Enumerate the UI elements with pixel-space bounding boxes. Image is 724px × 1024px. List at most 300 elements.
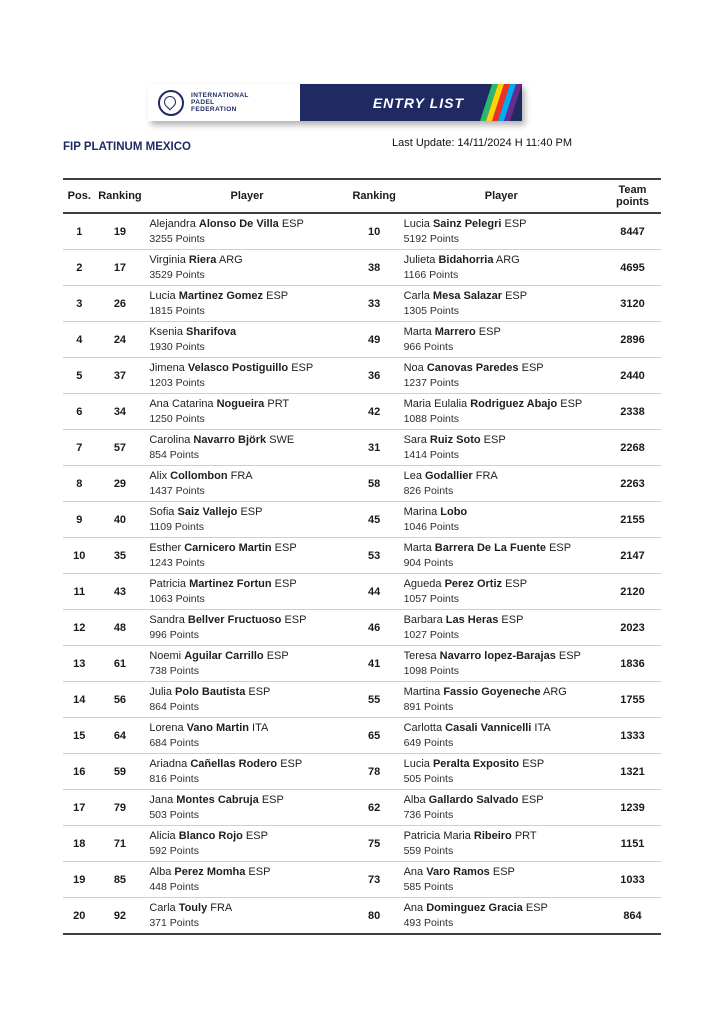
entry-row — [63, 286, 661, 322]
player-cell — [399, 754, 604, 790]
ranking-cell: 79 — [96, 790, 145, 826]
entry-row — [63, 322, 661, 358]
player-name — [149, 866, 347, 879]
ranking-cell: 73 — [350, 862, 399, 898]
player-last-name: Godallier — [425, 469, 473, 482]
player-points: 3255 Points — [149, 232, 205, 245]
ranking-cell: 44 — [350, 574, 399, 610]
player-country: ESP — [258, 793, 284, 806]
player-points: 1250 Points — [149, 412, 205, 425]
player-cell — [144, 754, 349, 790]
player-last-name: Montes Cabruja — [176, 793, 259, 806]
player-points: 996 Points — [149, 628, 199, 641]
player-country: ESP — [555, 649, 581, 662]
player-points: 559 Points — [403, 844, 454, 857]
decorative-stripes — [480, 84, 522, 121]
player-last-name: Navarro lopez-Barajas — [439, 649, 556, 662]
ranking-cell: 56 — [96, 682, 145, 718]
player-last-name: Cañellas Rodero — [190, 757, 278, 770]
ranking-cell: 71 — [96, 826, 145, 862]
player-cell — [399, 358, 604, 394]
team-points-cell: 1333 — [604, 718, 661, 754]
position-cell: 9 — [63, 502, 96, 538]
federation-name-line: FEDERATION — [191, 106, 237, 113]
player-last-name: Canovas Paredes — [426, 361, 519, 374]
player-country: ESP — [242, 829, 268, 842]
ranking-cell: 31 — [350, 430, 399, 466]
entry-row — [63, 610, 661, 646]
position-cell: 3 — [63, 286, 96, 322]
player-last-name: Vano Martin — [186, 721, 249, 734]
player-country: ARG — [540, 685, 567, 698]
player-cell — [144, 286, 349, 322]
player-first-name: Alix — [149, 469, 171, 482]
entry-row — [63, 898, 661, 935]
player-cell — [144, 394, 349, 430]
player-name — [149, 434, 347, 447]
player-cell — [399, 610, 604, 646]
position-cell: 4 — [63, 322, 96, 358]
player-cell — [399, 862, 604, 898]
player-country: ESP — [498, 613, 524, 626]
player-name — [404, 434, 602, 447]
team-points-cell: 1239 — [604, 790, 661, 826]
last-update-text: Last Update: 14/11/2024 H 11:40 PM — [392, 137, 572, 149]
player-cell — [399, 538, 604, 574]
ranking-cell: 40 — [96, 502, 145, 538]
player-first-name: Lucia — [403, 757, 433, 770]
player-first-name: Carla — [403, 289, 433, 302]
player-cell — [399, 898, 604, 935]
player-points: 1437 Points — [149, 484, 205, 497]
player-name — [149, 686, 347, 699]
player-last-name: Rodriguez Abajo — [470, 397, 558, 410]
player-country: ARG — [493, 253, 520, 266]
player-last-name: Sainz Pelegri — [432, 217, 502, 230]
player-first-name: Marta — [403, 325, 435, 338]
player-cell — [399, 502, 604, 538]
team-points-cell: 2440 — [604, 358, 661, 394]
player-country: FRA — [227, 469, 253, 482]
player-points: 592 Points — [149, 844, 199, 857]
player-points: 1930 Points — [149, 340, 205, 353]
player-name — [149, 254, 347, 267]
player-points: 1305 Points — [403, 304, 460, 317]
player-country: ESP — [522, 901, 548, 914]
team-points-cell: 1321 — [604, 754, 661, 790]
player-points: 1088 Points — [403, 412, 460, 425]
player-cell — [144, 466, 349, 502]
player-country: ESP — [281, 613, 307, 626]
player-cell — [144, 574, 349, 610]
player-name — [149, 470, 347, 483]
ranking-cell: 34 — [96, 394, 145, 430]
player-last-name: Varo Ramos — [426, 865, 490, 878]
position-cell: 11 — [63, 574, 96, 610]
header-banner — [148, 84, 522, 121]
player-name — [149, 506, 347, 519]
player-points: 505 Points — [403, 772, 454, 785]
player-points: 1098 Points — [403, 664, 460, 677]
player-points: 1166 Points — [403, 268, 459, 281]
player-country: ESP — [502, 289, 528, 302]
player-cell — [144, 610, 349, 646]
player-country: ESP — [475, 325, 501, 338]
player-first-name: Martina — [403, 685, 444, 698]
player-name — [149, 542, 347, 555]
ranking-cell: 49 — [350, 322, 399, 358]
player-last-name: Alonso De Villa — [198, 217, 279, 230]
player-last-name: Dominguez Gracia — [426, 901, 523, 914]
ranking-cell: 62 — [350, 790, 399, 826]
player-name — [404, 470, 602, 483]
player-cell — [144, 862, 349, 898]
player-points: 3529 Points — [149, 268, 205, 281]
player-points: 1243 Points — [149, 556, 205, 569]
ranking-cell: 80 — [350, 898, 399, 935]
player-last-name: Velasco Postiguillo — [187, 361, 289, 374]
player-last-name: Las Heras — [445, 613, 499, 626]
player-first-name: Lea — [403, 469, 425, 482]
position-cell: 20 — [63, 898, 96, 935]
player-last-name: Polo Bautista — [175, 685, 246, 698]
player-first-name: Alicia — [149, 829, 179, 842]
player-last-name: Marrero — [434, 325, 476, 338]
ranking-cell: 10 — [350, 213, 399, 250]
player-points: 1046 Points — [403, 520, 460, 533]
team-points-cell: 1033 — [604, 862, 661, 898]
ranking-cell: 64 — [96, 718, 145, 754]
ranking-cell: 59 — [96, 754, 145, 790]
team-points-cell: 1836 — [604, 646, 661, 682]
player-country: ESP — [518, 361, 544, 374]
player-name — [404, 758, 602, 771]
player-last-name: Martinez Fortun — [189, 577, 272, 590]
header-pos: Pos. — [63, 179, 96, 213]
player-country: ESP — [245, 685, 271, 698]
position-cell: 17 — [63, 790, 96, 826]
player-cell — [399, 646, 604, 682]
player-first-name: Carla — [149, 901, 179, 914]
entry-list-title: ENTRY LIST — [372, 94, 464, 111]
player-country: PRT — [264, 397, 290, 410]
player-points: 448 Points — [149, 880, 199, 893]
player-name — [404, 830, 602, 843]
player-last-name: Perez Ortiz — [444, 577, 503, 590]
player-first-name: Noa — [403, 361, 427, 374]
player-points: 816 Points — [149, 772, 199, 785]
player-name — [149, 722, 347, 735]
ranking-cell: 42 — [350, 394, 399, 430]
player-country: FRA — [472, 469, 498, 482]
player-cell — [399, 718, 604, 754]
header-ranking-2: Ranking — [350, 179, 399, 213]
player-points: 1815 Points — [149, 304, 205, 317]
player-cell — [144, 538, 349, 574]
ranking-cell: 36 — [350, 358, 399, 394]
player-first-name: Carolina — [149, 433, 194, 446]
player-first-name: Lucia — [403, 217, 433, 230]
player-last-name: Fassio Goyeneche — [443, 685, 541, 698]
player-cell — [144, 646, 349, 682]
player-points: 736 Points — [403, 808, 454, 821]
player-first-name: Lucia — [149, 289, 179, 302]
player-first-name: Patricia — [149, 577, 190, 590]
entry-row — [63, 862, 661, 898]
entry-row — [63, 358, 661, 394]
ranking-cell: 41 — [350, 646, 399, 682]
ranking-cell: 17 — [96, 250, 145, 286]
team-points-cell: 3120 — [604, 286, 661, 322]
player-country: ESP — [502, 577, 528, 590]
team-points-cell: 2896 — [604, 322, 661, 358]
player-cell — [144, 358, 349, 394]
player-cell — [144, 826, 349, 862]
ranking-cell: 46 — [350, 610, 399, 646]
ranking-cell: 43 — [96, 574, 145, 610]
player-country: ESP — [546, 541, 572, 554]
position-cell: 19 — [63, 862, 96, 898]
ranking-cell: 92 — [96, 898, 145, 935]
player-country: FRA — [207, 901, 233, 914]
player-first-name: Sofia — [149, 505, 178, 518]
ranking-cell: 29 — [96, 466, 145, 502]
entry-row — [63, 538, 661, 574]
position-cell: 8 — [63, 466, 96, 502]
team-points-cell: 8447 — [604, 213, 661, 250]
player-last-name: Martinez Gomez — [178, 289, 264, 302]
player-cell — [144, 790, 349, 826]
player-cell — [399, 790, 604, 826]
ranking-cell: 55 — [350, 682, 399, 718]
player-points: 1057 Points — [403, 592, 460, 605]
player-points: 1237 Points — [403, 376, 460, 389]
ranking-cell: 37 — [96, 358, 145, 394]
player-last-name: Ribeiro — [473, 829, 512, 842]
player-first-name: Julieta — [403, 253, 439, 266]
player-name — [404, 578, 602, 591]
player-first-name: Julia — [149, 685, 176, 698]
ranking-cell: 45 — [350, 502, 399, 538]
player-first-name: Virginia — [149, 253, 189, 266]
player-name — [404, 866, 602, 879]
player-first-name: Ana Catarina — [149, 397, 217, 410]
ranking-cell: 53 — [350, 538, 399, 574]
player-name — [149, 650, 347, 663]
player-last-name: Collombon — [170, 469, 228, 482]
ranking-cell: 61 — [96, 646, 145, 682]
player-cell — [399, 574, 604, 610]
player-country: ESP — [277, 757, 303, 770]
player-first-name: Agueda — [403, 577, 445, 590]
player-last-name: Lobo — [440, 505, 468, 518]
player-country: ESP — [271, 577, 297, 590]
entry-row — [63, 213, 661, 250]
player-first-name: Teresa — [403, 649, 440, 662]
player-cell — [144, 682, 349, 718]
player-country: ESP — [501, 217, 527, 230]
ranking-cell: 75 — [350, 826, 399, 862]
player-first-name: Alba — [403, 793, 429, 806]
player-first-name: Ksenia — [149, 325, 187, 338]
player-first-name: Ana — [403, 901, 427, 914]
player-last-name: Gallardo Salvado — [428, 793, 519, 806]
player-name — [404, 542, 602, 555]
player-points: 5192 Points — [403, 232, 460, 245]
player-last-name: Ruiz Soto — [429, 433, 481, 446]
player-cell — [399, 682, 604, 718]
player-first-name: Ana — [403, 865, 427, 878]
player-last-name: Casali Vannicelli — [445, 721, 532, 734]
player-name — [404, 326, 602, 339]
player-name — [149, 326, 347, 339]
team-points-cell: 2268 — [604, 430, 661, 466]
player-first-name: Jana — [149, 793, 177, 806]
player-name — [149, 362, 347, 375]
player-country: ESP — [271, 541, 297, 554]
player-name — [149, 758, 347, 771]
player-name — [404, 794, 602, 807]
player-points: 904 Points — [403, 556, 454, 569]
player-last-name: Blanco Rojo — [178, 829, 243, 842]
player-name — [404, 902, 602, 915]
position-cell: 1 — [63, 213, 96, 250]
federation-name-line: PADEL — [191, 99, 215, 106]
player-cell — [144, 502, 349, 538]
entry-row — [63, 790, 661, 826]
federation-logo-icon — [158, 90, 184, 116]
player-points: 503 Points — [149, 808, 199, 821]
team-points-cell: 2120 — [604, 574, 661, 610]
player-country: ARG — [216, 253, 243, 266]
player-last-name: Peralta Exposito — [432, 757, 520, 770]
position-cell: 5 — [63, 358, 96, 394]
player-name — [149, 218, 347, 231]
player-cell — [399, 250, 604, 286]
ranking-cell: 58 — [350, 466, 399, 502]
ranking-cell: 48 — [96, 610, 145, 646]
header-player-1: Player — [144, 179, 349, 213]
player-name — [149, 398, 347, 411]
team-points-cell: 1151 — [604, 826, 661, 862]
player-cell — [399, 826, 604, 862]
player-country: ESP — [237, 505, 263, 518]
federation-name — [191, 92, 249, 113]
player-points: 966 Points — [403, 340, 454, 353]
player-first-name: Noemi — [149, 649, 185, 662]
player-country: SWE — [266, 433, 295, 446]
player-first-name: Sara — [403, 433, 430, 446]
player-country: PRT — [511, 829, 537, 842]
entry-row — [63, 682, 661, 718]
player-points: 585 Points — [403, 880, 454, 893]
player-points: 1109 Points — [149, 520, 205, 533]
title-row — [63, 137, 661, 153]
player-first-name: Jimena — [149, 361, 188, 374]
ranking-cell: 78 — [350, 754, 399, 790]
ranking-cell: 33 — [350, 286, 399, 322]
player-country: ESP — [519, 757, 545, 770]
player-last-name: Navarro Björk — [193, 433, 267, 446]
player-first-name: Patricia Maria — [403, 829, 474, 842]
player-points: 684 Points — [149, 736, 199, 749]
player-last-name: Nogueira — [216, 397, 265, 410]
player-last-name: Touly — [178, 901, 208, 914]
position-cell: 12 — [63, 610, 96, 646]
ranking-cell: 57 — [96, 430, 145, 466]
team-points-cell: 864 — [604, 898, 661, 935]
ranking-cell: 35 — [96, 538, 145, 574]
player-country: ITA — [249, 721, 269, 734]
player-points: 493 Points — [403, 916, 454, 929]
player-points: 1414 Points — [403, 448, 460, 461]
player-country: ESP — [288, 361, 314, 374]
team-points-cell: 2147 — [604, 538, 661, 574]
ranking-cell: 65 — [350, 718, 399, 754]
player-cell — [144, 898, 349, 935]
player-cell — [144, 430, 349, 466]
player-last-name: Bellver Fructuoso — [187, 613, 282, 626]
player-cell — [399, 430, 604, 466]
player-country: ESP — [480, 433, 506, 446]
player-first-name: Alba — [149, 865, 175, 878]
player-points: 826 Points — [403, 484, 454, 497]
player-cell — [399, 322, 604, 358]
team-points-cell: 1755 — [604, 682, 661, 718]
player-points: 1027 Points — [403, 628, 460, 641]
player-name — [404, 290, 602, 303]
player-name — [149, 578, 347, 591]
team-points-cell: 4695 — [604, 250, 661, 286]
position-cell: 2 — [63, 250, 96, 286]
entry-row — [63, 574, 661, 610]
table-header — [63, 179, 661, 213]
position-cell: 6 — [63, 394, 96, 430]
tournament-title: FIP PLATINUM MEXICO — [63, 141, 191, 153]
player-last-name: Carnicero Martin — [184, 541, 272, 554]
player-cell — [399, 286, 604, 322]
player-cell — [144, 250, 349, 286]
position-cell: 10 — [63, 538, 96, 574]
player-name — [404, 254, 602, 267]
player-last-name: Sharifova — [186, 325, 237, 338]
player-country: ESP — [518, 793, 544, 806]
entry-row — [63, 394, 661, 430]
player-name — [404, 686, 602, 699]
player-cell — [399, 213, 604, 250]
player-last-name: Barrera De La Fuente — [434, 541, 547, 554]
player-name — [149, 902, 347, 915]
entry-row — [63, 250, 661, 286]
player-cell — [144, 322, 349, 358]
player-first-name: Esther — [149, 541, 185, 554]
position-cell: 7 — [63, 430, 96, 466]
team-points-cell: 2338 — [604, 394, 661, 430]
player-name — [149, 830, 347, 843]
federation-logo-block — [148, 84, 300, 121]
entry-row — [63, 502, 661, 538]
player-first-name: Carlotta — [403, 721, 446, 734]
entry-list-table — [63, 178, 661, 935]
player-country: ITA — [531, 721, 551, 734]
team-points-cell: 2155 — [604, 502, 661, 538]
player-last-name: Saiz Vallejo — [177, 505, 238, 518]
player-name — [404, 722, 602, 735]
position-cell: 18 — [63, 826, 96, 862]
player-name — [404, 614, 602, 627]
header-ranking-1: Ranking — [96, 179, 145, 213]
player-first-name: Ariadna — [149, 757, 191, 770]
